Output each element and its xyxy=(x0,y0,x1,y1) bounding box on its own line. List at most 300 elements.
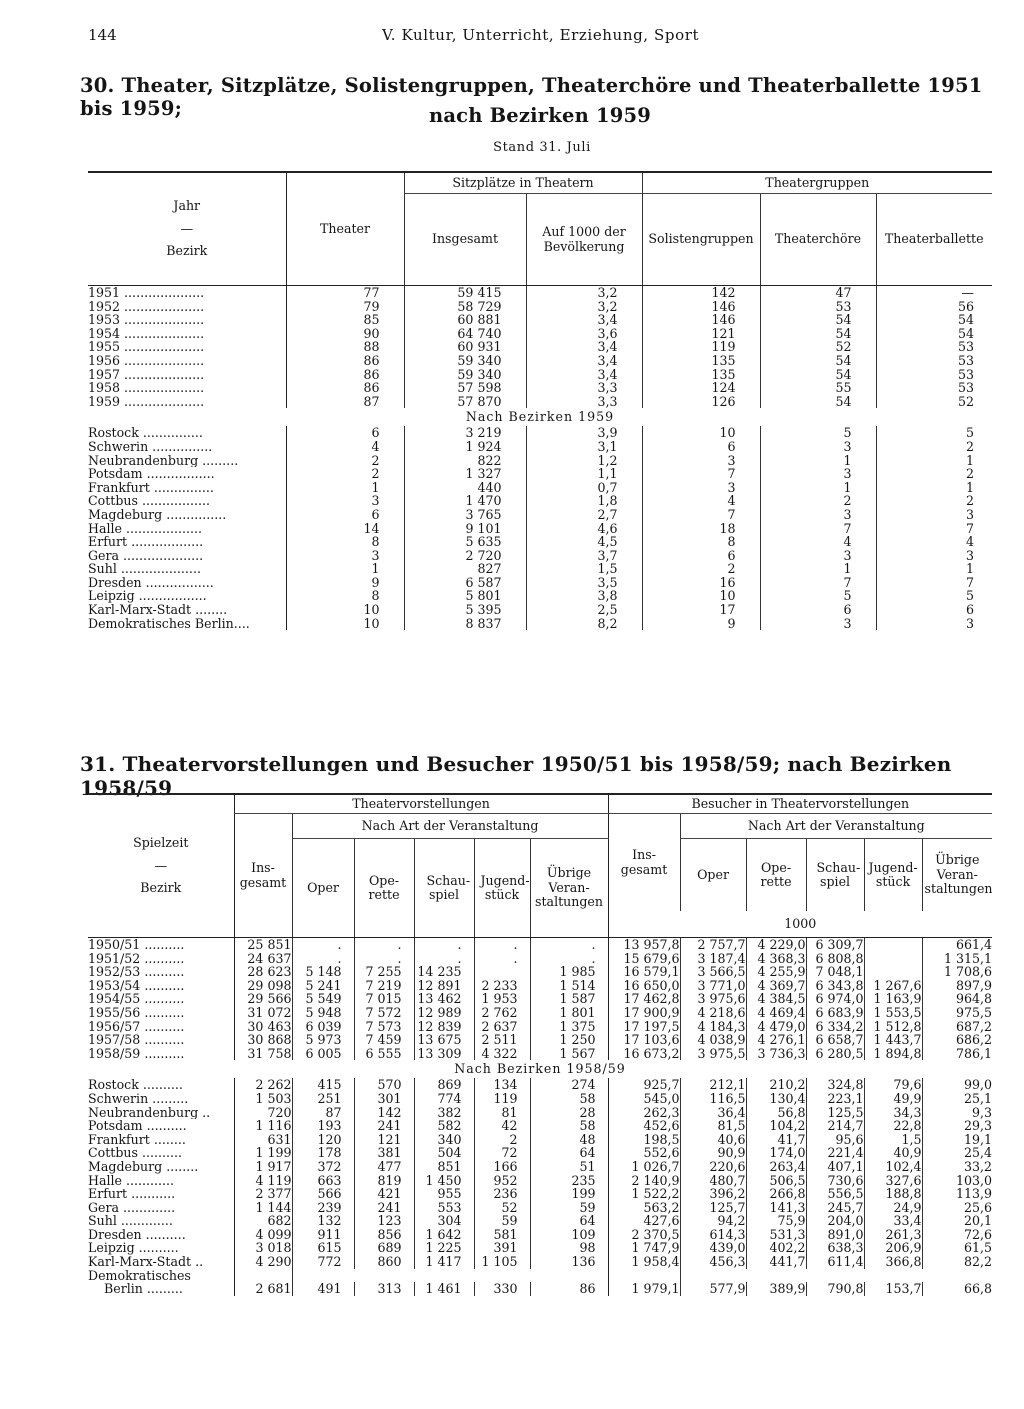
bes-schauspiel-value: 221,4 xyxy=(806,1146,864,1160)
vorst-insgesamt-value: 31 072 xyxy=(234,1006,292,1020)
vorst-operette-value: 381 xyxy=(354,1146,414,1160)
choere-value: 47 xyxy=(760,286,876,300)
bes-schauspiel-value: 611,4 xyxy=(806,1255,864,1269)
bes-jugendstueck-value: 1 163,9 xyxy=(864,992,922,1006)
bes-operette-value: 174,0 xyxy=(746,1146,806,1160)
solisten-value: 119 xyxy=(642,340,760,354)
vorst-uebrige-value: 1 514 xyxy=(530,979,608,993)
vorst-operette-value: 421 xyxy=(354,1187,414,1201)
row-label: Magdeburg ............... xyxy=(88,507,227,522)
bes-insgesamt-value: 545,0 xyxy=(608,1092,680,1106)
bes-schauspiel-value: 6 974,0 xyxy=(806,992,864,1006)
bes-jugendstueck-value: 1,5 xyxy=(864,1133,922,1147)
bes-operette-value: 210,2 xyxy=(746,1078,806,1092)
table30-title-line1: 30. Theater, Sitzplätze, Solistengruppen, Theaterchöre und Theaterballette 1951 bis 1959; xyxy=(80,74,983,120)
vorst-schauspiel-value: . xyxy=(414,938,474,952)
ballette-value: 53 xyxy=(876,368,992,382)
vorst-jugendstueck-value: 2 762 xyxy=(474,1006,530,1020)
page-number: 144 xyxy=(88,26,117,44)
table31-season-row xyxy=(88,965,992,979)
bes-jugendstueck-value: 49,9 xyxy=(864,1092,922,1106)
row-label: 1958 .................... xyxy=(88,381,205,395)
bes-uebrige-value: 29,3 xyxy=(922,1119,992,1133)
vorst-jugendstueck-value xyxy=(474,965,530,979)
vorst-uebrige-value: 1 567 xyxy=(530,1047,608,1061)
vorst-insgesamt-value: 29 098 xyxy=(234,979,292,993)
table31-section-label: Nach Bezirken 1958/59 xyxy=(454,1061,626,1077)
bes-operette-value: 4 229,0 xyxy=(746,938,806,952)
vorst-insgesamt-value: 28 623 xyxy=(234,965,292,979)
table30-year-row xyxy=(88,395,992,409)
bes-schauspiel-value: 6 309,7 xyxy=(806,938,864,952)
bes-oper-value: 439,0 xyxy=(680,1241,746,1255)
vorst-insgesamt-value: 25 851 xyxy=(234,938,292,952)
table31-district-row xyxy=(88,1214,992,1228)
table30-col-theatergruppen: Theatergruppen xyxy=(642,172,992,194)
auf1000-value: 3,1 xyxy=(526,440,642,454)
table31-season-row xyxy=(88,1020,992,1034)
running-title: V. Kultur, Unterricht, Erziehung, Sport xyxy=(382,26,700,44)
insgesamt-value: 59 340 xyxy=(404,354,526,368)
vorst-oper-value: 193 xyxy=(292,1119,354,1133)
bes-operette-value: 263,4 xyxy=(746,1160,806,1174)
ballette-value: 1 xyxy=(876,454,992,468)
bes-oper-value: 4 038,9 xyxy=(680,1033,746,1047)
row-label: Leipzig .......... xyxy=(88,1241,179,1256)
vorst-uebrige-value: 136 xyxy=(530,1255,608,1269)
choere-value: 53 xyxy=(760,300,876,314)
bes-uebrige-value: 66,8 xyxy=(922,1282,992,1296)
vorst-jugendstueck-value: 42 xyxy=(474,1119,530,1133)
table31-district-row xyxy=(88,1160,992,1174)
vorst-operette-value: 313 xyxy=(354,1282,414,1296)
vorst-oper-value: . xyxy=(292,938,354,952)
auf1000-value: 1,1 xyxy=(526,467,642,481)
bes-operette-value: 4 368,3 xyxy=(746,952,806,966)
choere-value: 7 xyxy=(760,576,876,590)
vorst-insgesamt-value: 1 199 xyxy=(234,1146,292,1160)
vorst-oper-value: 6 005 xyxy=(292,1047,354,1061)
row-label: Leipzig ................. xyxy=(88,589,207,604)
table30-col-auf1000: Auf 1000 der Bevölkerung xyxy=(526,194,642,286)
vorst-insgesamt-value: 1 144 xyxy=(234,1201,292,1215)
vorst-insgesamt-value: 30 463 xyxy=(234,1020,292,1034)
vorst-schauspiel-value: 1 642 xyxy=(414,1228,474,1242)
vorst-operette-value: 570 xyxy=(354,1078,414,1092)
table31-col-schauspiel: Schau-spiel xyxy=(414,839,474,938)
row-label: Rostock .......... xyxy=(88,1078,183,1092)
bes-operette-value: 41,7 xyxy=(746,1133,806,1147)
solisten-value: 7 xyxy=(642,467,760,481)
table30-year-row xyxy=(88,381,992,395)
auf1000-value: 1,2 xyxy=(526,454,642,468)
row-label: Gera .................... xyxy=(88,548,204,563)
bes-jugendstueck-value: 102,4 xyxy=(864,1160,922,1174)
bes-schauspiel-value: 204,0 xyxy=(806,1214,864,1228)
row-label: Potsdam .......... xyxy=(88,1119,187,1133)
bes-schauspiel-value: 7 048,1 xyxy=(806,965,864,979)
vorst-jugendstueck-value: 52 xyxy=(474,1201,530,1215)
ballette-value: 7 xyxy=(876,522,992,536)
row-label: Schwerin ......... xyxy=(88,1091,189,1106)
table30-district-row xyxy=(88,549,992,563)
vorst-schauspiel-value: 553 xyxy=(414,1201,474,1215)
vorst-uebrige-value: . xyxy=(530,952,608,966)
vorst-uebrige-value: 48 xyxy=(530,1133,608,1147)
table31-col-vorstellungen: Theatervorstellungen xyxy=(234,794,608,814)
vorst-jugendstueck-value: 166 xyxy=(474,1160,530,1174)
vorst-operette-value: 241 xyxy=(354,1201,414,1215)
vorst-schauspiel-value: 13 309 xyxy=(414,1047,474,1061)
vorst-schauspiel-value: 12 989 xyxy=(414,1006,474,1020)
vorst-schauspiel-value: 504 xyxy=(414,1146,474,1160)
table30-col-ballette: Theaterballette xyxy=(876,194,992,286)
table31-col-b-operette: Ope-rette xyxy=(746,839,806,912)
vorst-jugendstueck-value: 236 xyxy=(474,1187,530,1201)
bes-insgesamt-value: 17 103,6 xyxy=(608,1033,680,1047)
auf1000-value: 0,7 xyxy=(526,481,642,495)
table31-season-row xyxy=(88,952,992,966)
vorst-uebrige-value: 1 375 xyxy=(530,1020,608,1034)
solisten-value: 17 xyxy=(642,603,760,617)
table31-berlin-label-1: Demokratisches xyxy=(88,1268,191,1283)
insgesamt-value: 440 xyxy=(404,481,526,495)
vorst-schauspiel-value: 12 839 xyxy=(414,1020,474,1034)
bes-operette-value: 441,7 xyxy=(746,1255,806,1269)
theater-value: 6 xyxy=(286,508,404,522)
ballette-value: 3 xyxy=(876,549,992,563)
vorst-schauspiel-value: 869 xyxy=(414,1078,474,1092)
bes-jugendstueck-value: 261,3 xyxy=(864,1228,922,1242)
vorst-operette-value: . xyxy=(354,938,414,952)
bes-operette-value: 3 736,3 xyxy=(746,1047,806,1061)
bes-operette-value: 389,9 xyxy=(746,1282,806,1296)
solisten-value: 18 xyxy=(642,522,760,536)
vorst-insgesamt-value: 1 503 xyxy=(234,1092,292,1106)
insgesamt-value: 2 720 xyxy=(404,549,526,563)
ballette-value: 54 xyxy=(876,313,992,327)
solisten-value: 3 xyxy=(642,454,760,468)
theater-value: 14 xyxy=(286,522,404,536)
auf1000-value: 3,2 xyxy=(526,286,642,300)
choere-value: 5 xyxy=(760,426,876,440)
solisten-value: 2 xyxy=(642,562,760,576)
bes-oper-value: 3 975,6 xyxy=(680,992,746,1006)
vorst-schauspiel-value: 1 225 xyxy=(414,1241,474,1255)
row-label: Schwerin ............... xyxy=(88,439,213,454)
table31-district-row xyxy=(88,1092,992,1106)
choere-value: 3 xyxy=(760,440,876,454)
auf1000-value: 3,7 xyxy=(526,549,642,563)
bes-schauspiel-value: 6 808,8 xyxy=(806,952,864,966)
bes-jugendstueck-value: 34,3 xyxy=(864,1106,922,1120)
vorst-oper-value: 6 039 xyxy=(292,1020,354,1034)
table30-district-row xyxy=(88,522,992,536)
insgesamt-value: 827 xyxy=(404,562,526,576)
table31-season-row xyxy=(88,992,992,1006)
bes-oper-value: 3 187,4 xyxy=(680,952,746,966)
theater-value: 8 xyxy=(286,589,404,603)
vorst-jugendstueck-value: 1 105 xyxy=(474,1255,530,1269)
row-label: Dresden ................. xyxy=(88,575,214,590)
table30 xyxy=(88,171,992,630)
solisten-value: 6 xyxy=(642,440,760,454)
table30-col-solisten: Solistengruppen xyxy=(642,194,760,286)
auf1000-value: 3,8 xyxy=(526,589,642,603)
bes-oper-value: 4 184,3 xyxy=(680,1020,746,1034)
choere-value: 55 xyxy=(760,381,876,395)
bes-schauspiel-value: 245,7 xyxy=(806,1201,864,1215)
vorst-insgesamt-value: 24 637 xyxy=(234,952,292,966)
solisten-value: 16 xyxy=(642,576,760,590)
table30-col-theater: Theater xyxy=(286,172,404,286)
bes-operette-value: 266,8 xyxy=(746,1187,806,1201)
choere-value: 5 xyxy=(760,589,876,603)
vorst-schauspiel-value: 382 xyxy=(414,1106,474,1120)
table30-district-row xyxy=(88,589,992,603)
row-label: 1951/52 .......... xyxy=(88,951,185,966)
bes-schauspiel-value: 324,8 xyxy=(806,1078,864,1092)
bes-operette-value: 402,2 xyxy=(746,1241,806,1255)
row-label: Erfurt ........... xyxy=(88,1187,176,1201)
ballette-value: 53 xyxy=(876,354,992,368)
ballette-value: 56 xyxy=(876,300,992,314)
row-label: 1958/59 .......... xyxy=(88,1046,185,1061)
row-label: Erfurt .................. xyxy=(88,535,204,549)
vorst-operette-value: 819 xyxy=(354,1174,414,1188)
vorst-jugendstueck-value: . xyxy=(474,938,530,952)
bes-operette-value: 130,4 xyxy=(746,1092,806,1106)
ballette-value: 3 xyxy=(876,508,992,522)
ballette-value: 53 xyxy=(876,340,992,354)
vorst-oper-value: 178 xyxy=(292,1146,354,1160)
bes-uebrige-value: 20,1 xyxy=(922,1214,992,1228)
bes-schauspiel-value: 95,6 xyxy=(806,1133,864,1147)
vorst-insgesamt-value: 631 xyxy=(234,1133,292,1147)
bes-oper-value: 94,2 xyxy=(680,1214,746,1228)
table31-district-row xyxy=(88,1119,992,1133)
insgesamt-value: 1 327 xyxy=(404,467,526,481)
ballette-value: 6 xyxy=(876,603,992,617)
ballette-value: 5 xyxy=(876,426,992,440)
bes-jugendstueck-value: 327,6 xyxy=(864,1174,922,1188)
theater-value: 1 xyxy=(286,562,404,576)
vorst-insgesamt-value: 3 018 xyxy=(234,1241,292,1255)
theater-value: 88 xyxy=(286,340,404,354)
row-label: 1956/57 .......... xyxy=(88,1019,185,1034)
vorst-jugendstueck-value: 2 233 xyxy=(474,979,530,993)
vorst-operette-value: 689 xyxy=(354,1241,414,1255)
row-label: Demokratisches Berlin.... xyxy=(88,616,250,631)
row-label: Neubrandenburg ......... xyxy=(88,453,239,468)
bes-insgesamt-value: 17 197,5 xyxy=(608,1020,680,1034)
vorst-oper-value: 663 xyxy=(292,1174,354,1188)
bes-uebrige-value: 686,2 xyxy=(922,1033,992,1047)
theater-value: 8 xyxy=(286,535,404,549)
table30-year-row xyxy=(88,368,992,382)
ballette-value: 1 xyxy=(876,562,992,576)
vorst-jugendstueck-value: 391 xyxy=(474,1241,530,1255)
vorst-uebrige-value: 109 xyxy=(530,1228,608,1242)
vorst-insgesamt-value: 4 119 xyxy=(234,1174,292,1188)
row-label: 1957/58 .......... xyxy=(88,1033,185,1047)
insgesamt-value: 1 924 xyxy=(404,440,526,454)
insgesamt-value: 59 340 xyxy=(404,368,526,382)
bes-uebrige-value: 19,1 xyxy=(922,1133,992,1147)
table30-district-rows xyxy=(88,426,992,630)
vorst-operette-value: 7 219 xyxy=(354,979,414,993)
bes-jugendstueck-value: 206,9 xyxy=(864,1241,922,1255)
bes-uebrige-value: 113,9 xyxy=(922,1187,992,1201)
table31-col-insgesamt: Ins-gesamt xyxy=(234,814,292,938)
bes-insgesamt-value: 262,3 xyxy=(608,1106,680,1120)
bes-jugendstueck-value xyxy=(864,965,922,979)
bes-uebrige-value: 82,2 xyxy=(922,1255,992,1269)
vorst-operette-value: 7 572 xyxy=(354,1006,414,1020)
vorst-insgesamt-value: 30 868 xyxy=(234,1033,292,1047)
bes-jugendstueck-value: 1 267,6 xyxy=(864,979,922,993)
vorst-jugendstueck-value: 1 953 xyxy=(474,992,530,1006)
row-label: Halle ............ xyxy=(88,1173,175,1188)
row-label: 1954/55 .......... xyxy=(88,992,185,1006)
bes-jugendstueck-value: 153,7 xyxy=(864,1282,922,1296)
vorst-operette-value: 123 xyxy=(354,1214,414,1228)
vorst-uebrige-value: 199 xyxy=(530,1187,608,1201)
bes-oper-value: 2 757,7 xyxy=(680,938,746,952)
bes-insgesamt-value: 15 679,6 xyxy=(608,952,680,966)
choere-value: 54 xyxy=(760,313,876,327)
ballette-value: 2 xyxy=(876,467,992,481)
bes-insgesamt-value: 925,7 xyxy=(608,1078,680,1092)
bes-jugendstueck-value: 188,8 xyxy=(864,1187,922,1201)
table31-district-row xyxy=(88,1241,992,1255)
row-label: Cottbus .......... xyxy=(88,1146,183,1160)
ballette-value: 5 xyxy=(876,589,992,603)
bes-oper-value: 456,3 xyxy=(680,1255,746,1269)
bes-schauspiel-value: 556,5 xyxy=(806,1187,864,1201)
table30-district-row xyxy=(88,617,992,631)
bes-insgesamt-value: 16 579,1 xyxy=(608,965,680,979)
vorst-oper-value: . xyxy=(292,952,354,966)
vorst-uebrige-value: 1 587 xyxy=(530,992,608,1006)
insgesamt-value: 1 470 xyxy=(404,494,526,508)
vorst-jugendstueck-value: 81 xyxy=(474,1106,530,1120)
auf1000-value: 3,2 xyxy=(526,300,642,314)
bes-insgesamt-value: 452,6 xyxy=(608,1119,680,1133)
vorst-operette-value: 856 xyxy=(354,1228,414,1242)
table30-district-row xyxy=(88,562,992,576)
bes-insgesamt-value: 563,2 xyxy=(608,1201,680,1215)
ballette-value: 1 xyxy=(876,481,992,495)
table31-col-uebrige: Übrige Veran-staltungen xyxy=(530,839,608,938)
vorst-schauspiel-value: . xyxy=(414,952,474,966)
table30-district-row xyxy=(88,481,992,495)
theater-value: 86 xyxy=(286,368,404,382)
insgesamt-value: 60 931 xyxy=(404,340,526,354)
table31-title: 31. Theatervorstellungen und Besucher 1950/51 bis 1958/59; nach Bezirken 1958/59 xyxy=(80,752,952,800)
auf1000-value: 3,3 xyxy=(526,381,642,395)
bes-oper-value: 3 771,0 xyxy=(680,979,746,993)
row-label: Potsdam ................. xyxy=(88,467,215,481)
bes-jugendstueck-value: 79,6 xyxy=(864,1078,922,1092)
table31-berlin-label-2: Berlin ......... xyxy=(104,1282,183,1296)
vorst-schauspiel-value: 304 xyxy=(414,1214,474,1228)
table31-col-jugendstueck: Jugend-stück xyxy=(474,839,530,938)
table31 xyxy=(88,793,992,1296)
solisten-value: 124 xyxy=(642,381,760,395)
table31-unit: 1000 xyxy=(608,911,992,938)
theater-value: 79 xyxy=(286,300,404,314)
table30-title-line2: nach Bezirken 1959 xyxy=(428,104,652,127)
vorst-schauspiel-value: 12 891 xyxy=(414,979,474,993)
solisten-value: 8 xyxy=(642,535,760,549)
bes-operette-value: 4 479,0 xyxy=(746,1020,806,1034)
vorst-operette-value: . xyxy=(354,952,414,966)
insgesamt-value: 6 587 xyxy=(404,576,526,590)
table31-col-b-oper: Oper xyxy=(680,839,746,912)
table30-year-row xyxy=(88,313,992,327)
row-label: 1956 .................... xyxy=(88,353,205,368)
row-label: 1950/51 .......... xyxy=(88,937,185,952)
theater-value: 4 xyxy=(286,440,404,454)
insgesamt-value: 64 740 xyxy=(404,327,526,341)
bes-schauspiel-value: 6 683,9 xyxy=(806,1006,864,1020)
vorst-jugendstueck-value: 4 322 xyxy=(474,1047,530,1061)
insgesamt-value: 57 870 xyxy=(404,395,526,409)
bes-schauspiel-value: 730,6 xyxy=(806,1174,864,1188)
table31-district-row xyxy=(88,1174,992,1188)
vorst-operette-value: 301 xyxy=(354,1092,414,1106)
bes-schauspiel-value: 891,0 xyxy=(806,1228,864,1242)
solisten-value: 7 xyxy=(642,508,760,522)
table30-district-row xyxy=(88,467,992,481)
table30-district-row xyxy=(88,576,992,590)
table31-col-b-insgesamt: Ins-gesamt xyxy=(608,814,680,912)
theater-value: 2 xyxy=(286,467,404,481)
vorst-insgesamt-value: 29 566 xyxy=(234,992,292,1006)
vorst-oper-value: 132 xyxy=(292,1214,354,1228)
bes-operette-value: 531,3 xyxy=(746,1228,806,1242)
solisten-value: 4 xyxy=(642,494,760,508)
row-label: 1951 .................... xyxy=(88,285,205,300)
row-label: Cottbus ................. xyxy=(88,494,211,508)
vorst-schauspiel-value: 774 xyxy=(414,1092,474,1106)
solisten-value: 146 xyxy=(642,313,760,327)
bes-schauspiel-value: 790,8 xyxy=(806,1282,864,1296)
bes-uebrige-value: 25,4 xyxy=(922,1146,992,1160)
bes-oper-value: 3 566,5 xyxy=(680,965,746,979)
solisten-value: 142 xyxy=(642,286,760,300)
table30-district-row xyxy=(88,494,992,508)
table31-district-row xyxy=(88,1187,992,1201)
row-label: Frankfurt ........ xyxy=(88,1132,186,1147)
table31-col-nach-art: Nach Art der Veranstaltung xyxy=(292,814,608,839)
row-label: 1952 .................... xyxy=(88,299,205,314)
table30-district-row xyxy=(88,440,992,454)
vorst-oper-value: 5 148 xyxy=(292,965,354,979)
bes-schauspiel-value: 214,7 xyxy=(806,1119,864,1133)
ballette-value: — xyxy=(876,286,992,300)
vorst-uebrige-value: 1 250 xyxy=(530,1033,608,1047)
choere-value: 54 xyxy=(760,354,876,368)
insgesamt-value: 58 729 xyxy=(404,300,526,314)
ballette-value: 7 xyxy=(876,576,992,590)
page-header xyxy=(0,26,1024,46)
bes-operette-value: 56,8 xyxy=(746,1106,806,1120)
insgesamt-value: 3 765 xyxy=(404,508,526,522)
vorst-oper-value: 415 xyxy=(292,1078,354,1092)
bes-insgesamt-value: 16 673,2 xyxy=(608,1047,680,1061)
